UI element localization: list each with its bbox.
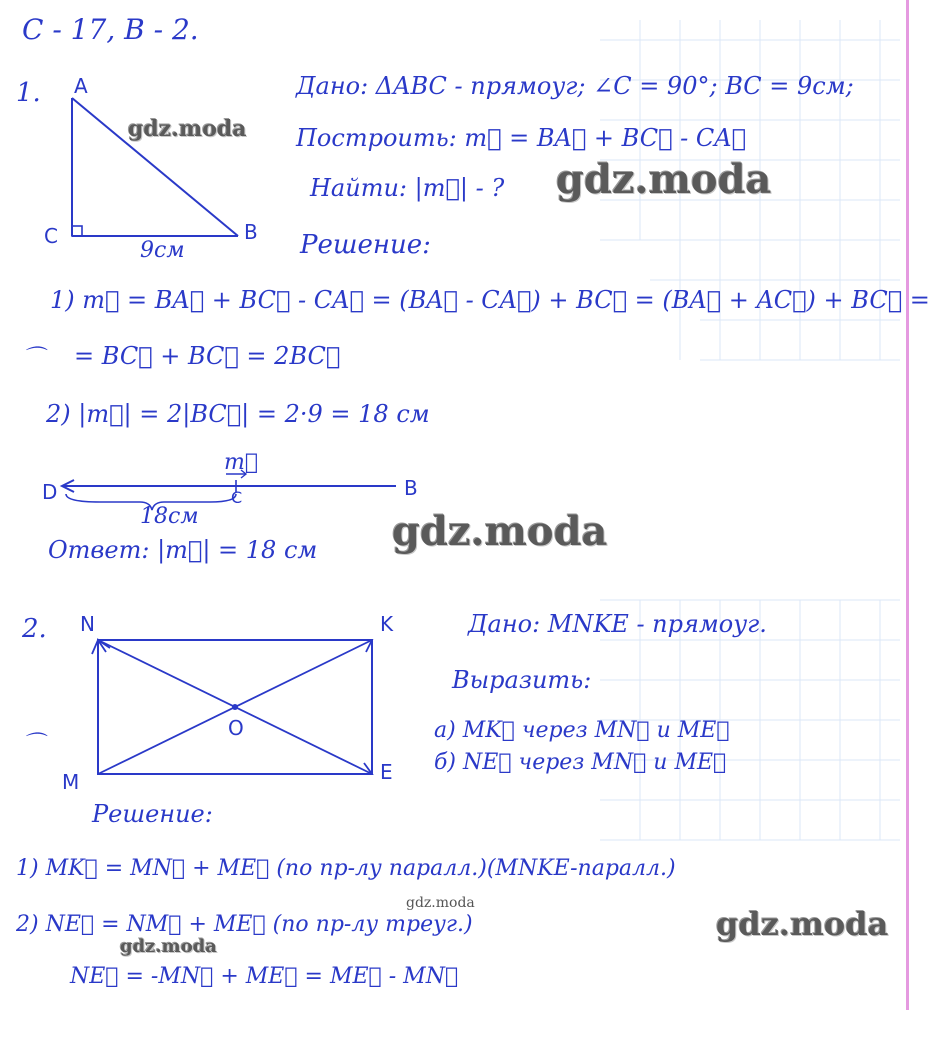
watermark-small-1: gdz.moda — [128, 116, 247, 142]
watermark-large-3: gdz.moda — [716, 905, 889, 943]
task1-number: 1. — [16, 78, 41, 108]
task1-continue-mark: ⌒ — [22, 346, 45, 371]
segment-label-b: B — [404, 476, 418, 500]
task1-find: Найти: |m⃗| - ? — [310, 174, 505, 202]
task1-step1: 1) m⃗ = BA⃗ + BC⃗ - CA⃗ = (BA⃗ - CA⃗) + BC⃗ = (BA⃗ + AC⃗) + BC⃗ = — [50, 286, 930, 314]
segment-length: 18см — [140, 504, 199, 529]
rect-label-o: O — [228, 716, 244, 740]
task2-continue-mark: ⌒ — [22, 732, 45, 757]
task2-solution-title: Решение: — [92, 800, 213, 828]
watermark-large-1: gdz.moda — [556, 156, 772, 203]
segment-label-c: C — [231, 488, 243, 507]
watermark-small-2: gdz.moda — [120, 936, 217, 957]
task2-step2-cont: NE⃗ = -MN⃗ + ME⃗ = ME⃗ - MN⃗ — [70, 964, 459, 989]
rect-label-m: M — [62, 770, 80, 794]
rect-label-n: N — [80, 612, 95, 636]
page-header: С - 17, В - 2. — [22, 13, 199, 46]
task2-express: Выразить: — [452, 666, 592, 694]
task2-number: 2. — [22, 614, 47, 644]
triangle-label-c: C — [44, 224, 58, 248]
task2-step2: 2) NE⃗ = NM⃗ + ME⃗ (по пр-лу треуг.) — [16, 912, 473, 937]
task2-item-a: а) MK⃗ через MN⃗ и ME⃗ — [434, 718, 730, 743]
segment-vector-label: m⃗ — [224, 450, 259, 475]
triangle-side-bc: 9см — [140, 238, 185, 263]
task2-item-b: б) NE⃗ через MN⃗ и ME⃗ — [434, 750, 727, 775]
task1-construct: Построить: m⃗ = BA⃗ + BC⃗ - CA⃗ — [296, 124, 746, 152]
task2-step1: 1) MK⃗ = MN⃗ + ME⃗ (по пр-лу паралл.)(MNKE-паралл.) — [16, 856, 676, 881]
task1-step1-cont: = BC⃗ + BC⃗ = 2BC⃗ — [74, 342, 341, 370]
watermark-large-2: gdz.moda — [392, 508, 608, 555]
segment-label-d: D — [42, 480, 58, 504]
watermark-tiny: gdz.moda — [406, 895, 475, 911]
task1-step2: 2) |m⃗| = 2|BC⃗| = 2·9 = 18 см — [46, 400, 430, 428]
task1-answer: Ответ: |m⃗| = 18 см — [48, 536, 318, 564]
rect-label-k: K — [380, 612, 394, 636]
triangle-label-a: A — [74, 74, 88, 98]
task1-solution-title: Решение: — [300, 230, 431, 260]
rect-label-e: E — [380, 760, 393, 784]
task2-given: Дано: MNKE - прямоуг. — [468, 610, 767, 638]
task1-given: Дано: ΔABC - прямоуг; ∠C = 90°; BC = 9см; — [296, 72, 854, 100]
triangle-label-b: B — [244, 220, 258, 244]
